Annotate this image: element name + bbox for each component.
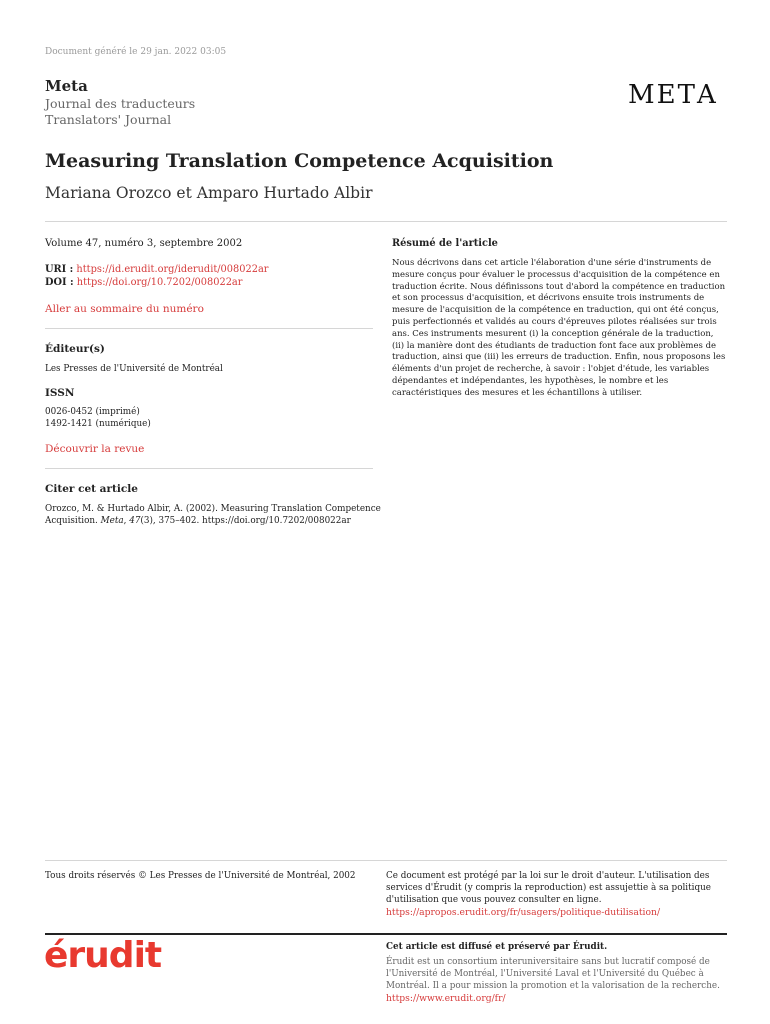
journal-name: Meta	[45, 77, 88, 95]
publisher-name: Les Presses de l'Université de Montréal	[45, 364, 223, 374]
uri-line	[45, 264, 269, 275]
consortium-line-2: l'Université de Montréal, l'Université Laval et l'Université du Québec à	[386, 969, 704, 979]
protected-line-1: Ce document est protégé par la loi sur le droit d'auteur. L'utilisation des	[386, 871, 710, 881]
cite-heading: Citer cet article	[45, 483, 138, 495]
doi-label: DOI :	[45, 277, 74, 288]
citation-line-2	[45, 515, 351, 527]
journal-subtitle-en: Translators' Journal	[45, 112, 172, 127]
issn-print: 0026-0452 (imprimé)	[45, 407, 140, 417]
discover-journal-link[interactable]: Découvrir la revue	[45, 443, 145, 455]
citation-line-1: Orozco, M. & Hurtado Albir, A. (2002). Measuring Translation Competence	[45, 504, 381, 514]
divider	[45, 221, 727, 222]
article-title: Measuring Translation Competence Acquisition	[45, 150, 554, 172]
uri-label: URI :	[45, 264, 74, 275]
issn-digital: 1492-1421 (numérique)	[45, 419, 151, 429]
consortium-line-1: Érudit est un consortium interuniversitaire sans but lucratif composé de	[386, 957, 710, 967]
divider	[45, 328, 373, 329]
protected-line-3: d'utilisation que vous pouvez consulter en ligne.	[386, 895, 602, 905]
diffused-text: Cet article est diffusé et préservé par Érudit.	[386, 942, 608, 952]
summary-link[interactable]: Aller au sommaire du numéro	[45, 303, 204, 315]
divider	[45, 860, 727, 861]
rights-text: Tous droits réservés © Les Presses de l'Université de Montréal, 2002	[45, 871, 356, 881]
meta-logo: ΜΕΤΑ	[628, 80, 718, 110]
uri-link[interactable]: https://id.erudit.org/iderudit/008022ar	[76, 264, 269, 275]
citation-journal: Meta	[100, 516, 124, 526]
article-authors: Mariana Orozco et Amparo Hurtado Albir	[45, 184, 373, 202]
abstract-heading: Résumé de l'article	[392, 238, 498, 249]
citation-volume: 47	[129, 516, 141, 526]
generated-date: Document généré le 29 jan. 2022 03:05	[45, 47, 227, 57]
doi-line	[45, 277, 242, 288]
citation-separator: ,	[123, 516, 127, 526]
citation-text: Acquisition.	[45, 516, 98, 526]
journal-subtitle-fr: Journal des traducteurs	[45, 96, 196, 111]
citation-rest: (3), 375–402. https://doi.org/10.7202/008022ar	[140, 516, 351, 526]
consortium-line-3: Montréal. Il a pour mission la promotion et la valorisation de la recherche.	[386, 981, 720, 991]
volume-info: Volume 47, numéro 3, septembre 2002	[45, 238, 243, 249]
doi-link[interactable]: https://doi.org/10.7202/008022ar	[76, 277, 243, 288]
protected-line-2: services d'Érudit (y compris la reproduction) est assujettie à sa politique	[386, 883, 711, 893]
divider	[45, 468, 373, 469]
abstract-text: Nous décrivons dans cet article l'élaboration d'une série d'instruments de mesure conçus pour évaluer le processus d'acquisition de la compétence en traduction écrite. Nous définissons tout d'abord la compétence en traduction et son processus d'acquisition, et décrivons ensuite trois instruments de mesure de l'acquisition de la compétence en traduction, qui ont été conçus, puis perfectionnés et validés au cours d'épreuves pilotes réalisées sur trois ans. Ces instruments mesurent (i) la conception générale de la traduction, (ii) la manière dont des étudiants de traduction font face aux problèmes de traduction, ainsi que (iii) les erreurs de traduction. Enfin, nous proposons les éléments d'un projet de recherche, à savoir : l'objet d'étude, les variables dépendantes et indépendantes, les hypothèses, le nombre et les caractéristiques des mesures et les échantillons à utiliser.	[392, 258, 726, 398]
issn-heading: ISSN	[45, 387, 75, 399]
erudit-link[interactable]: https://www.erudit.org/fr/	[386, 993, 506, 1004]
policy-link[interactable]: https://apropos.erudit.org/fr/usagers/politique-dutilisation/	[386, 907, 661, 918]
erudit-logo: érudit	[44, 935, 162, 976]
publisher-heading: Éditeur(s)	[45, 343, 105, 355]
